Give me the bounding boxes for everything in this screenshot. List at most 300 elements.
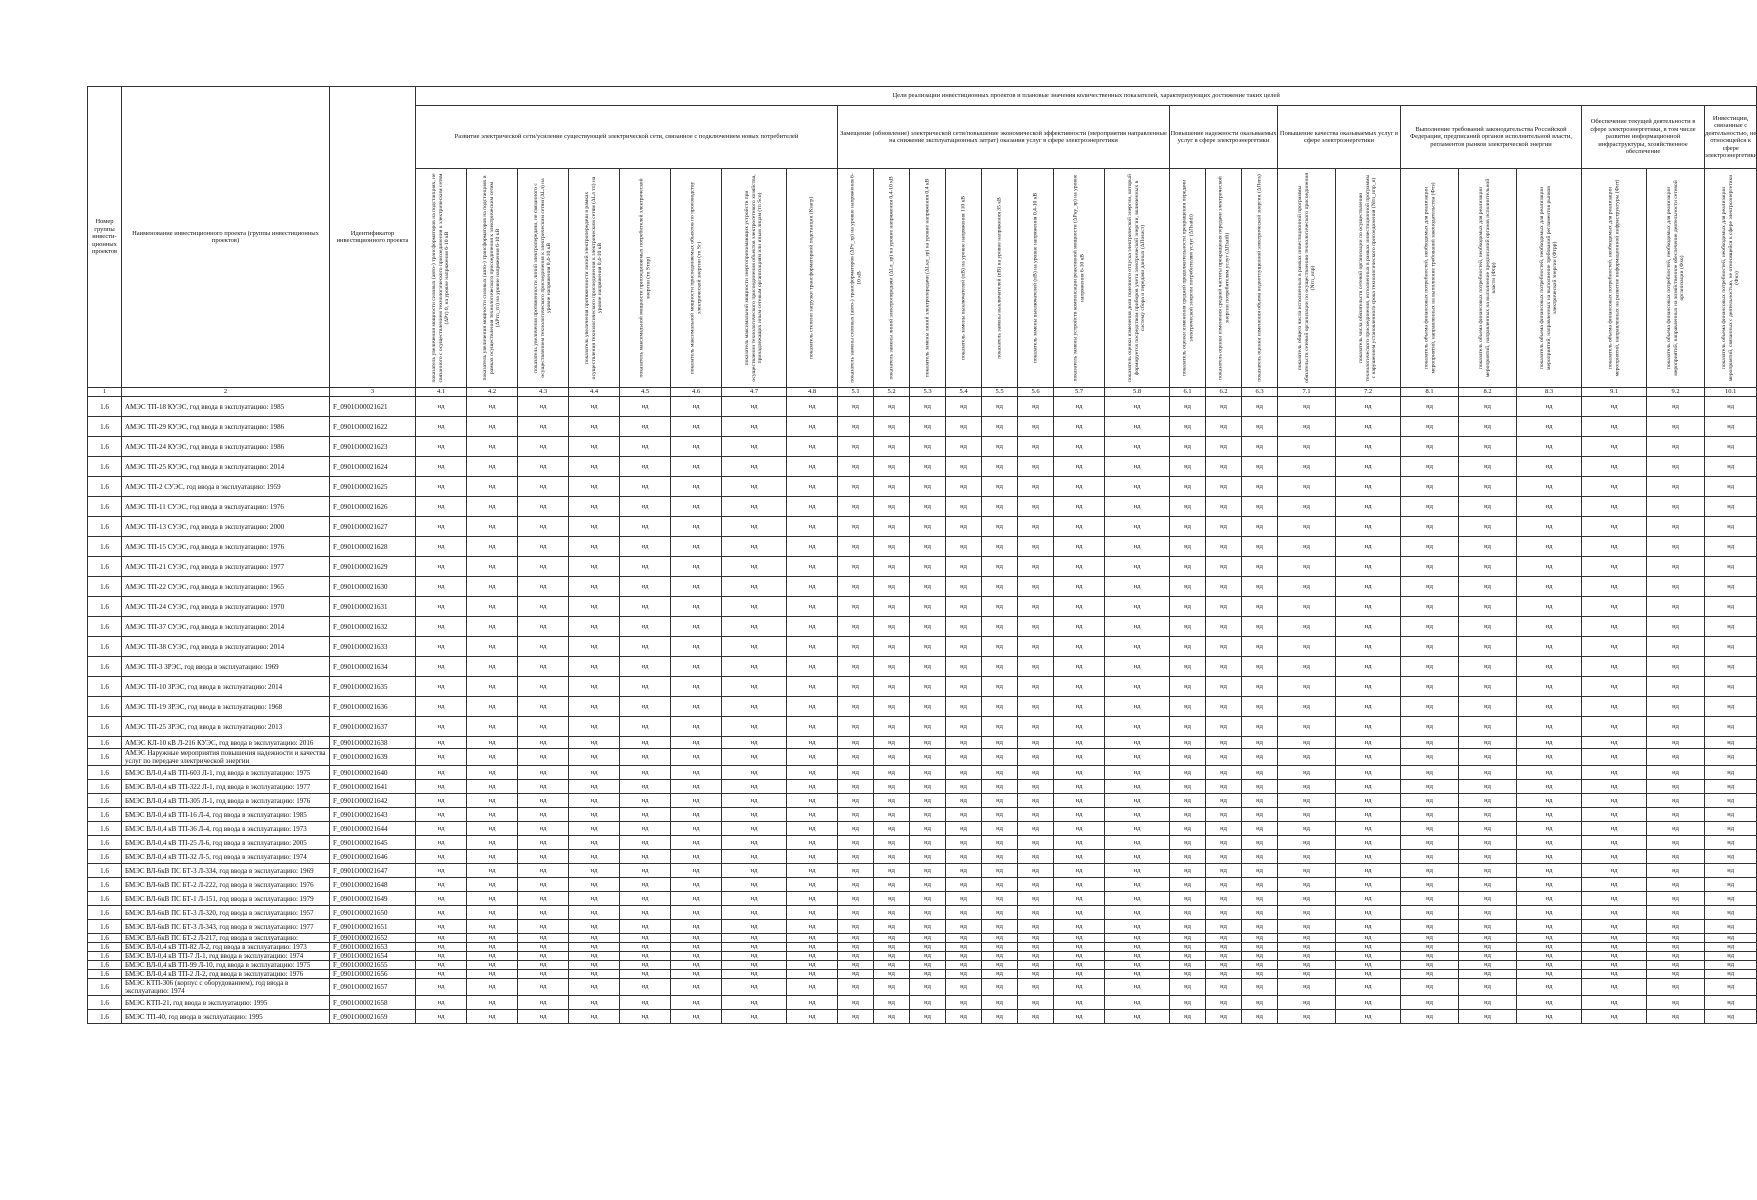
indicator-value: нд [620, 737, 671, 749]
indicator-value: нд [1517, 477, 1582, 497]
indicator-value: нд [569, 864, 620, 878]
indicator-value: нд [1242, 864, 1278, 878]
indicator-value: нд [1018, 617, 1054, 637]
indicator-value: нд [671, 943, 722, 952]
indicator-value: нд [1647, 657, 1705, 677]
indicator-value: нд [1242, 597, 1278, 617]
indicator-value: нд [416, 597, 467, 617]
indicator-value: нд [1647, 397, 1705, 417]
project-id: F_0901O00021631 [330, 597, 416, 617]
indicator-value: нд [569, 397, 620, 417]
indicator-value: нд [982, 934, 1018, 943]
table-row [88, 808, 1757, 822]
indicator-value: нд [874, 996, 910, 1010]
project-name: АМЭС ТП-22 СУЭС, год ввода в эксплуатацию: 1965 [122, 577, 330, 597]
indicator-value: нд [874, 557, 910, 577]
indicator-value: нд [946, 617, 982, 637]
project-id: F_0901O00021636 [330, 697, 416, 717]
indicator-value: нд [982, 477, 1018, 497]
indicator-value: нд [982, 577, 1018, 597]
indicator-value: нд [982, 637, 1018, 657]
indicator-value: нд [1336, 677, 1401, 697]
indicator-value: нд [910, 537, 946, 557]
indicator-value: нд [874, 417, 910, 437]
indicator-value: нд [1278, 1010, 1336, 1024]
indicator-value: нд [1401, 577, 1459, 597]
indicator-value: нд [467, 1010, 518, 1024]
indicator-value: нд [1336, 979, 1401, 996]
indicator-value: нд [1054, 780, 1105, 794]
indicator-value: нд [1401, 397, 1459, 417]
table-row [88, 417, 1757, 437]
table-row [88, 864, 1757, 878]
indicator-value: нд [1054, 477, 1105, 497]
indicator-value: нд [467, 920, 518, 934]
indicator-value: нд [1054, 943, 1105, 952]
indicator-value: нд [1459, 850, 1517, 864]
indicator-value: нд [982, 617, 1018, 637]
indicator-value: нд [838, 617, 874, 637]
indicator-value: нд [874, 1010, 910, 1024]
indicator-value: нд [569, 836, 620, 850]
indicator-value: нд [838, 766, 874, 780]
indicator-value: нд [1336, 920, 1401, 934]
indicator-value: нд [1018, 397, 1054, 417]
goals-title: Цели реализации инвестиционных проектов и плановые значения количественных показателей, характеризующих достижение таких целей [416, 87, 1757, 106]
goal-group-header: Повышение надежности оказываемых услуг в сфере электроэнергетики [1170, 106, 1278, 169]
indicator-value: нд [1582, 892, 1647, 906]
project-name: БМЭС ВЛ-0,4 кВ ТП-82 Л-2, год ввода в эксплуатацию: 1973 [122, 943, 330, 952]
indicator-value: нд [838, 749, 874, 766]
indicator-value: нд [1705, 780, 1757, 794]
table-row [88, 794, 1757, 808]
group-number: 1.6 [88, 822, 122, 836]
indicator-value: нд [1459, 822, 1517, 836]
indicator-value: нд [518, 517, 569, 537]
indicator-label: показатель увеличения протяженности линий электропередачи в рамках осуществления технологического присоединения к электрическим сетям (ΔLл тп) на уровне напряжения 0,4-10 кВ [584, 176, 604, 380]
indicator-label: показатель объема финансовых потребностей, необходимых для реализации мероприятий, направленных на выполнение требований регламентов рынков электрической энергии (Фтрр) [1539, 186, 1559, 370]
indicator-value: нд [787, 996, 838, 1010]
indicator-value: нд [722, 906, 787, 920]
table-row [88, 979, 1757, 996]
indicator-value: нд [1647, 477, 1705, 497]
project-id: F_0901O00021629 [330, 557, 416, 577]
indicator-value: нд [1582, 996, 1647, 1010]
indicator-value: нд [1401, 808, 1459, 822]
indicator-value: нд [874, 749, 910, 766]
indicator-value: нд [1582, 577, 1647, 597]
indicator-value: нд [671, 517, 722, 537]
indicator-value: нд [569, 943, 620, 952]
indicator-value: нд [722, 780, 787, 794]
indicator-value: нд [1336, 749, 1401, 766]
indicator-value: нд [1517, 677, 1582, 697]
indicator-value: нд [1278, 497, 1336, 517]
indicator-value: нд [569, 677, 620, 697]
indicator-value: нд [1459, 637, 1517, 657]
table-row [88, 996, 1757, 1010]
indicator-value: нд [416, 537, 467, 557]
indicator-value: нд [910, 437, 946, 457]
indicator-value: нд [1705, 597, 1757, 617]
indicator-value: нд [620, 537, 671, 557]
indicator-value: нд [1459, 794, 1517, 808]
indicator-value: нд [982, 397, 1018, 417]
indicator-value: нд [1242, 780, 1278, 794]
indicator-value: нд [946, 794, 982, 808]
indicator-label: показатель увеличения мощности силовых (авто-) трансформаторов на подстанциях в рамках осуществления технологического присоединения к электрическим сетям (ΔPтп_тп) на уровне напряжения 6-10 кВ [482, 175, 502, 381]
indicator-label: показатель замены линий электропередачи (ΔLл_зр) на уровне напряжения 0,4-10 кВ [888, 176, 895, 380]
indicator-value: нд [1105, 961, 1170, 970]
indicator-value: нд [1054, 979, 1105, 996]
indicator-value: нд [1242, 1010, 1278, 1024]
indicator-value: нд [787, 717, 838, 737]
indicator-value: нд [1054, 934, 1105, 943]
project-id: F_0901O00021657 [330, 979, 416, 996]
group-number: 1.6 [88, 597, 122, 617]
indicator-value: нд [1517, 1010, 1582, 1024]
indicator-value: нд [1647, 934, 1705, 943]
indicator-value: нд [910, 996, 946, 1010]
indicator-value: нд [1336, 617, 1401, 637]
indicator-header [518, 169, 569, 388]
indicator-value: нд [1705, 517, 1757, 537]
indicator-value: нд [1582, 537, 1647, 557]
indicator-value: нд [416, 397, 467, 417]
indicator-value: нд [946, 808, 982, 822]
indicator-value: нд [1170, 766, 1206, 780]
project-id: F_0901O00021633 [330, 637, 416, 657]
indicator-header [1278, 169, 1336, 388]
indicator-value: нд [1170, 517, 1206, 537]
indicator-value: нд [1459, 737, 1517, 749]
indicator-value: нд [1517, 934, 1582, 943]
indicator-label: показатель объема финансовых потребностей, необходимых для реализации мероприятий, направленных на выполнение предписаний органов исполнительной власти (Фпр) [1477, 178, 1497, 378]
project-name: АМЭС ТП-15 СУЭС, год ввода в эксплуатацию: 1976 [122, 537, 330, 557]
indicator-value: нд [1054, 970, 1105, 979]
indicator-value: нд [1336, 943, 1401, 952]
indicator-value: нд [620, 979, 671, 996]
group-number: 1.6 [88, 780, 122, 794]
indicator-value: нд [1336, 970, 1401, 979]
indicator-value: нд [1242, 878, 1278, 892]
indicator-value: нд [1242, 822, 1278, 836]
project-name: БМЭС ВЛ-0,4 кВ ТП-7 Л-1, год ввода в эксплуатацию: 1974 [122, 952, 330, 961]
indicator-value: нд [1336, 597, 1401, 617]
indicator-value: нд [787, 737, 838, 749]
indicator-value: нд [787, 617, 838, 637]
indicator-value: нд [1170, 979, 1206, 996]
indicator-value: нд [1105, 537, 1170, 557]
indicator-value: нд [1206, 477, 1242, 497]
indicator-value: нд [1054, 697, 1105, 717]
indicator-value: нд [1170, 537, 1206, 557]
indicator-value: нд [1206, 952, 1242, 961]
indicator-value: нд [1054, 836, 1105, 850]
indicator-label: показатель объема финансовых потребностей, необходимых для реализации мероприятий, направленных на развитие информационной инфраструктуры (Фит) [1607, 179, 1620, 377]
indicator-value: нд [671, 477, 722, 497]
indicator-value: нд [838, 920, 874, 934]
indicator-value: нд [569, 637, 620, 657]
indicator-value: нд [1336, 497, 1401, 517]
indicator-value: нд [1018, 677, 1054, 697]
indicator-header [1054, 169, 1105, 388]
indicator-value: нд [1459, 749, 1517, 766]
indicator-value: нд [620, 517, 671, 537]
indicator-value: нд [1401, 697, 1459, 717]
indicator-value: нд [467, 517, 518, 537]
indicator-value: нд [1105, 477, 1170, 497]
group-number: 1.6 [88, 577, 122, 597]
indicator-value: нд [1278, 864, 1336, 878]
indicator-value: нд [1105, 557, 1170, 577]
table-row [88, 517, 1757, 537]
indicator-value: нд [1054, 537, 1105, 557]
indicator-value: нд [1242, 517, 1278, 537]
indicator-value: нд [1647, 822, 1705, 836]
indicator-value: нд [787, 836, 838, 850]
indicator-value: нд [982, 457, 1018, 477]
indicator-value: нд [1705, 397, 1757, 417]
project-id: F_0901O00021641 [330, 780, 416, 794]
indicator-value: нд [518, 417, 569, 437]
indicator-value: нд [1582, 864, 1647, 878]
table-row [88, 906, 1757, 920]
indicator-value: нд [722, 537, 787, 557]
indicator-value: нд [518, 437, 569, 457]
indicator-value: нд [1582, 457, 1647, 477]
indicator-value: нд [518, 920, 569, 934]
indicator-value: нд [1018, 417, 1054, 437]
indicator-value: нд [1459, 920, 1517, 934]
indicator-value: нд [1401, 934, 1459, 943]
group-number: 1.6 [88, 920, 122, 934]
indicator-value: нд [722, 970, 787, 979]
indicator-value: нд [1206, 617, 1242, 637]
indicator-value: нд [982, 892, 1018, 906]
indicator-value: нд [1517, 943, 1582, 952]
indicator-value: нд [671, 577, 722, 597]
indicator-value: нд [569, 537, 620, 557]
indicator-value: нд [1170, 677, 1206, 697]
indicator-value: нд [722, 717, 787, 737]
indicator-value: нд [1582, 617, 1647, 637]
indicator-value: нд [416, 497, 467, 517]
indicator-value: нд [569, 970, 620, 979]
project-id: F_0901O00021651 [330, 920, 416, 934]
indicator-value: нд [671, 892, 722, 906]
indicator-value: нд [1582, 637, 1647, 657]
column-index: 8.2 [1459, 388, 1517, 397]
indicator-value: нд [671, 780, 722, 794]
indicator-value: нд [467, 934, 518, 943]
column-index: 4.2 [467, 388, 518, 397]
indicator-value: нд [1517, 808, 1582, 822]
indicator-value: нд [910, 677, 946, 697]
indicator-value: нд [982, 597, 1018, 617]
indicator-header [910, 169, 946, 388]
indicator-value: нд [1278, 457, 1336, 477]
group-number: 1.6 [88, 477, 122, 497]
indicator-value: нд [838, 780, 874, 794]
indicator-value: нд [467, 952, 518, 961]
indicator-value: нд [1401, 497, 1459, 517]
indicator-value: нд [1647, 437, 1705, 457]
indicator-value: нд [671, 794, 722, 808]
indicator-value: нд [910, 617, 946, 637]
indicator-value: нд [946, 864, 982, 878]
column-index: 4.4 [569, 388, 620, 397]
indicator-value: нд [1647, 457, 1705, 477]
indicator-value: нд [1459, 970, 1517, 979]
indicator-value: нд [569, 737, 620, 749]
indicator-value: нд [569, 920, 620, 934]
indicator-value: нд [1242, 766, 1278, 780]
indicator-value: нд [1459, 597, 1517, 617]
indicator-value: нд [467, 979, 518, 996]
indicator-value: нд [1105, 808, 1170, 822]
indicator-value: нд [1105, 780, 1170, 794]
column-index: 6.2 [1206, 388, 1242, 397]
indicator-label: показатель замены линий электропередачи (ΔLкл_зр) на уровне напряжения 0,4 кВ [924, 178, 931, 378]
indicator-value: нд [946, 1010, 982, 1024]
indicator-value: нд [518, 1010, 569, 1024]
indicator-value: нд [416, 657, 467, 677]
header-row-goals [88, 87, 1757, 106]
indicator-value: нд [467, 697, 518, 717]
indicator-value: нд [1242, 397, 1278, 417]
indicator-value: нд [416, 1010, 467, 1024]
project-id: F_0901O00021642 [330, 794, 416, 808]
project-id: F_0901O00021638 [330, 737, 416, 749]
indicator-value: нд [518, 952, 569, 961]
indicator-value: нд [946, 697, 982, 717]
indicator-value: нд [946, 780, 982, 794]
indicator-value: нд [722, 749, 787, 766]
header-row-index [88, 388, 1757, 397]
indicator-value: нд [1582, 417, 1647, 437]
indicator-value: нд [910, 808, 946, 822]
indicator-value: нд [620, 657, 671, 677]
indicator-value: нд [787, 517, 838, 537]
indicator-value: нд [946, 497, 982, 517]
indicator-value: нд [620, 780, 671, 794]
indicator-value: нд [1278, 996, 1336, 1010]
indicator-value: нд [910, 637, 946, 657]
indicator-value: нд [722, 808, 787, 822]
indicator-value: нд [1242, 717, 1278, 737]
indicator-value: нд [416, 717, 467, 737]
indicator-value: нд [910, 477, 946, 497]
group-number: 1.6 [88, 497, 122, 517]
indicator-value: нд [838, 717, 874, 737]
indicator-label: показатель замены выключателей (nВ) на уровне напряжения 35 кВ [996, 197, 1003, 359]
indicator-value: нд [1517, 597, 1582, 617]
indicator-value: нд [518, 979, 569, 996]
indicator-value: нд [982, 943, 1018, 952]
project-id: F_0901O00021647 [330, 864, 416, 878]
indicator-header [467, 169, 518, 388]
indicator-value: нд [467, 497, 518, 517]
indicator-value: нд [1206, 822, 1242, 836]
indicator-value: нд [1705, 697, 1757, 717]
indicator-value: нд [910, 457, 946, 477]
table-row [88, 617, 1757, 637]
indicator-label: показатель увеличения мощности силовых (авто-) трансформаторов на подстанциях, не связанного с осуществлением технологического присоединения к электрическим сетям (ΔPт) 0, на уровне напряжения 6-10 кВ [431, 173, 451, 383]
indicator-value: нд [1517, 397, 1582, 417]
indicator-value: нд [1459, 677, 1517, 697]
indicator-value: нд [1582, 794, 1647, 808]
indicator-value: нд [1242, 850, 1278, 864]
indicator-value: нд [787, 864, 838, 878]
indicator-value: нд [1582, 737, 1647, 749]
group-number: 1.6 [88, 717, 122, 737]
indicator-value: нд [1517, 657, 1582, 677]
indicator-value: нд [1336, 577, 1401, 597]
indicator-value: нд [1105, 617, 1170, 637]
indicator-value: нд [722, 637, 787, 657]
indicator-value: нд [874, 577, 910, 597]
indicator-value: нд [416, 878, 467, 892]
project-name: АМЭС ТП-38 СУЭС, год ввода в эксплуатацию: 2014 [122, 637, 330, 657]
indicator-value: нд [1018, 996, 1054, 1010]
indicator-value: нд [1206, 749, 1242, 766]
indicator-value: нд [1018, 822, 1054, 836]
indicator-value: нд [1647, 979, 1705, 996]
indicator-value: нд [946, 597, 982, 617]
indicator-value: нд [1336, 996, 1401, 1010]
indicator-value: нд [787, 808, 838, 822]
indicator-value: нд [518, 697, 569, 717]
indicator-value: нд [1705, 766, 1757, 780]
indicator-value: нд [620, 677, 671, 697]
indicator-value: нд [1206, 457, 1242, 477]
indicator-value: нд [874, 717, 910, 737]
indicator-value: нд [874, 437, 910, 457]
indicator-value: нд [946, 397, 982, 417]
indicator-value: нд [1206, 657, 1242, 677]
column-index: 5.5 [982, 388, 1018, 397]
group-number: 1.6 [88, 979, 122, 996]
indicator-value: нд [1459, 397, 1517, 417]
indicator-value: нд [1582, 943, 1647, 952]
indicator-value: нд [982, 417, 1018, 437]
indicator-value: нд [874, 961, 910, 970]
indicator-value: нд [1401, 766, 1459, 780]
indicator-value: нд [1242, 892, 1278, 906]
project-name: АМЭС ТП-18 КУЭС, год ввода в эксплуатацию: 1985 [122, 397, 330, 417]
indicator-value: нд [1242, 943, 1278, 952]
indicator-value: нд [1278, 808, 1336, 822]
indicator-value: нд [518, 457, 569, 477]
indicator-value: нд [1705, 677, 1757, 697]
indicator-value: нд [1206, 906, 1242, 920]
indicator-value: нд [1170, 906, 1206, 920]
table-row [88, 597, 1757, 617]
indicator-value: нд [1242, 457, 1278, 477]
header-project-id: Идентификатор инвестиционного проекта [330, 87, 416, 388]
indicator-value: нд [569, 617, 620, 637]
indicator-value: нд [946, 952, 982, 961]
indicator-value: нд [722, 822, 787, 836]
indicator-value: нд [787, 780, 838, 794]
indicator-value: нд [1582, 477, 1647, 497]
indicator-value: нд [1705, 717, 1757, 737]
group-number: 1.6 [88, 657, 122, 677]
indicator-value: нд [671, 864, 722, 878]
indicator-value: нд [467, 457, 518, 477]
indicator-value: нд [982, 836, 1018, 850]
